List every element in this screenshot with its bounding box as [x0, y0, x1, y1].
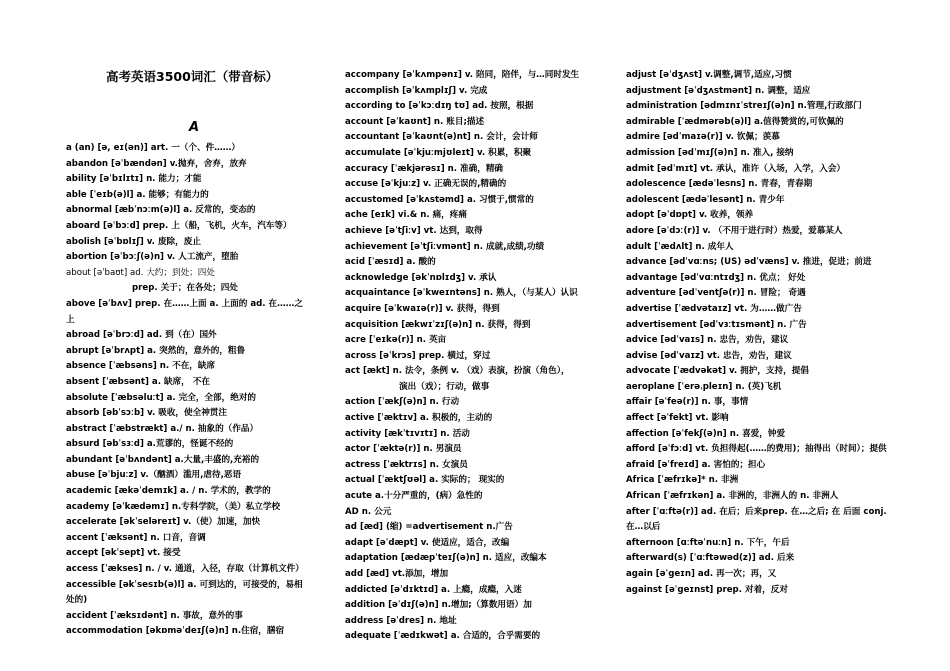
vocab-entry: adaptation [ædæpˈteɪʃ(ə)n] n. 适应，改编本	[345, 553, 547, 564]
vocab-entry: affair [əˈfeə(r)] n. 事，事情	[626, 397, 749, 408]
vocab-entry: African [ˈæfrɪkən] a. 非洲的，非洲人的 n. 非洲人	[626, 491, 839, 502]
vocab-entry: access [ˈækses] n. / v. 通道，入径，存取（计算机文件）	[66, 564, 304, 575]
letter-heading: A	[189, 120, 200, 135]
vocab-entry: accountant [əˈkaʊnt(ə)nt] n. 会计，会计师	[345, 132, 538, 143]
vocab-entry: academy [əˈkædəmɪ] n.专科学院，（美）私立学校	[66, 501, 281, 512]
vocab-entry: admit [ədˈmɪt] vt. 承认，准许（入场，入学，入会）	[626, 163, 846, 174]
vocab-entry: admire [ədˈmaɪə(r)] v. 钦佩；羡慕	[626, 132, 780, 143]
vocab-entry: acquire [əˈkwaɪə(r)] v. 获得，得到	[345, 303, 500, 314]
vocab-entry: across [əˈkrɔs] prep. 横过，穿过	[345, 350, 491, 361]
vocab-entry: able [ˈeɪb(ə)l] a. 能够；有能力的	[66, 189, 209, 200]
vocab-entry: achievement [əˈtʃiːvmənt] n. 成就,成绩,功绩	[345, 241, 545, 252]
vocab-entry: achieve [əˈtʃiːv] vt. 达到，取得	[345, 225, 483, 236]
vocab-entry: act [ækt] n. 法令，条例 v. （戏）表演，扮演（角色），	[345, 366, 570, 377]
vocab-entry: accelerate [əkˈseləreɪt] v.（使）加速，加快	[66, 517, 261, 528]
vocab-entry: abundant [əˈbʌndənt] a.大量,丰盛的,充裕的	[66, 454, 260, 465]
vocab-entry: acknowledge [əkˈnɒlɪdʒ] v. 承认	[345, 272, 497, 283]
vocab-entry: above [əˈbʌv] prep. 在……上面 a. 上面的 ad. 在……之上	[66, 298, 303, 325]
vocab-entry: administration [ədmɪnɪˈstreɪʃ(ə)n] n.管理,行政部门	[626, 101, 862, 112]
vocab-entry: absurd [əbˈsɜːd] a.荒谬的，怪诞不经的	[66, 439, 234, 450]
vocab-entry: admirable [ˈædmərəb(ə)l] a.值得赞赏的,可钦佩的	[626, 116, 844, 127]
vocab-entry: after [ˈɑːftə(r)] ad. 在后；后来prep. 在…之后; 在 后面 conj. 在…以后	[626, 506, 887, 533]
vocab-entry: affect [əˈfekt] vt. 影响	[626, 413, 729, 424]
vocab-entry: add [æd] vt.添加，增加	[345, 569, 449, 579]
vocab-entry: account [əˈkaʊnt] n. 账目;描述	[345, 116, 485, 127]
vocab-entry: Africa [ˈæfrɪkə]* n. 非洲	[626, 475, 739, 486]
vocab-entry: accessible [əkˈsesɪb(ə)l] a. 可到达的，可接受的，易相处的)	[66, 579, 303, 606]
vocab-entry: accustomed [əˈkʌstəmd] a. 习惯于,惯常的	[345, 194, 534, 205]
vocab-entry: advocate [ˈædvəkət] v. 拥护，支持，提倡	[626, 366, 809, 377]
vocab-entry: afford [əˈfɔːd] vt. 负担得起(……的费用)；抽得出（时间）；提供	[626, 444, 887, 455]
vocab-entry: active [ˈæktɪv] a. 积极的，主动的	[345, 413, 493, 424]
vocab-entry: aboard [əˈbɔːd] prep. 上（船，飞机，火车，汽车等）	[66, 220, 292, 231]
vocab-entry: afterward(s) [ˈɑːftəwəd(z)] ad. 后来	[626, 553, 795, 564]
vocab-entry: adolescence [ædəˈlesns] n. 青春，青春期	[626, 179, 813, 190]
vocab-entry: addicted [əˈdɪktɪd] a. 上瘾，成瘾，入迷	[345, 584, 522, 595]
vocab-entry: adjustment [əˈdʒʌstmənt] n. 调整，适应	[626, 85, 811, 96]
vocab-entry: ad [æd] (缩) =advertisement n.广告	[345, 522, 513, 533]
vocab-entry: absence [ˈæbsəns] n. 不在，缺席	[66, 361, 216, 372]
vocab-entry: adapt [əˈdæpt] v. 使适应，适合，改编	[345, 537, 510, 548]
vocab-entry: ache [eɪk] vi.& n. 痛，疼痛	[345, 210, 467, 221]
vocab-entry: accident [ˈæksɪdənt] n. 事故，意外的事	[66, 610, 243, 621]
column-1	[66, 141, 306, 640]
vocab-entry: advantage [ədˈvɑːntɪdʒ] n. 优点； 好处	[626, 272, 806, 283]
vocab-entry: aeroplane [ˈerəˌpleɪn] n. (英)飞机	[626, 381, 782, 392]
vocab-entry: advertise [ˈædvətaɪz] vt. 为……做广告	[626, 303, 802, 314]
vocab-entry: AD n. 公元	[345, 506, 392, 517]
vocab-entry: accuracy [ˈækjərəsɪ] n. 准确，精确	[345, 163, 504, 174]
vocab-entry: acid [ˈæsɪd] a. 酸的	[345, 257, 436, 268]
vocab-entry: abandon [əˈbændən] v.抛弃，舍弃，放弃	[66, 158, 247, 169]
vocab-entry: addition [əˈdɪʃ(ə)n] n.增加;（算数用语）加	[345, 600, 532, 611]
vocab-entry: adolescent [ædəˈlesənt] n. 青少年	[626, 194, 785, 205]
vocab-entry: admission [ədˈmɪʃ(ə)n] n. 准入, 接纳	[626, 147, 794, 158]
vocab-entry: activity [ækˈtɪvɪtɪ] n. 活动	[345, 428, 470, 439]
vocab-entry: actual [ˈæktʃʊəl] a. 实际的； 现实的	[345, 475, 505, 486]
vocab-entry: about [əˈbaʊt] ad. 大约；到处；四处	[66, 267, 215, 278]
vocab-entry: abstract [ˈæbstrækt] a./ n. 抽象的（作品）	[66, 423, 259, 434]
vocab-entry: abortion [əˈbɔːʃ(ə)n] v. 人工流产，堕胎	[66, 252, 239, 263]
vocab-entry: adventure [ədˈventʃə(r)] n. 冒险； 奇遇	[626, 288, 806, 299]
vocab-entry: abnormal [æbˈnɔːm(ə)l] a. 反常的，变态的	[66, 205, 256, 216]
vocab-entry: advise [ədˈvaɪz] vt. 忠告，劝告，建议	[626, 350, 792, 361]
vocab-entry: prep. 关于；在各处；四处	[132, 283, 238, 294]
vocab-entry: adore [əˈdɔː(r)] v. （不用于进行时）热爱，爱慕某人	[626, 225, 843, 236]
vocab-entry: actor [ˈæktə(r)] n. 男演员	[345, 444, 462, 455]
document-title: 高考英语3500词汇（带音标）	[106, 69, 279, 84]
vocab-entry: absorb [əbˈsɔːb] v. 吸收，使全神贯注	[66, 408, 227, 419]
vocab-entry: accomplish [əˈkʌmplɪʃ] v. 完成	[345, 85, 488, 96]
vocab-entry: acquaintance [əˈkweɪntəns] n. 熟人，（与某人）认识	[345, 288, 578, 299]
vocab-entry: affection [əˈfekʃ(ə)n] n. 喜爱，钟爱	[626, 428, 786, 439]
vocab-entry: advertisement [ədˈvɜːtɪsmənt] n. 广告	[626, 319, 807, 330]
vocab-entry: a (an) [ə, eɪ(ən)] art. 一（个、件……）	[66, 143, 240, 153]
vocab-entry: action [ˈækʃ(ə)n] n. 行动	[345, 397, 460, 408]
vocab-entry: abuse [əˈbjuːz] v.（酗酒）滥用,虐待,恶语	[66, 470, 242, 481]
vocab-entry: actress [ˈæktrɪs] n. 女演员	[345, 459, 468, 470]
vocab-entry: against [əˈgeɪnst] prep. 对着，反对	[626, 584, 788, 595]
vocab-entry: accumulate [əˈkjuːmjʊleɪt] v. 积累，积聚	[345, 147, 532, 158]
vocab-entry: 演出（戏）；行动，做事	[399, 381, 490, 392]
vocab-entry: advice [ədˈvaɪs] n. 忠告，劝告，建议	[626, 335, 789, 346]
vocab-entry: accept [əkˈsept] vt. 接受	[66, 548, 181, 559]
vocab-entry: abolish [əˈbɒlɪʃ] v. 废除，废止	[66, 236, 201, 247]
vocab-entry: accuse [əˈkjuːz] v. 正确无误的,精确的	[345, 179, 507, 190]
vocab-entry: adjust [əˈdʒʌst] v.调整,调节,适应,习惯	[626, 70, 792, 80]
vocab-entry: afraid [əˈfreɪd] a. 害怕的；担心	[626, 459, 766, 470]
vocab-entry: acre [ˈeɪkə(r)] n. 英亩	[345, 335, 447, 346]
vocab-entry: adult [ˈædʌlt] n. 成年人	[626, 241, 734, 252]
vocab-entry: again [əˈgeɪn] ad. 再一次；再，又	[626, 569, 777, 579]
vocab-entry: absent [ˈæbsənt] a. 缺席， 不在	[66, 376, 210, 387]
column-2	[345, 68, 607, 645]
vocab-entry: adopt [əˈdɒpt] v. 收养，领养	[626, 210, 754, 221]
vocab-entry: accompany [əˈkʌmpənɪ] v. 陪同，陪伴，与…同时发生	[345, 70, 580, 80]
vocab-entry: address [əˈdres] n. 地址	[345, 615, 457, 626]
vocab-entry: accommodation [əkɒməˈdeɪʃ(ə)n] n.住宿，膳宿	[66, 626, 285, 637]
vocab-entry: acute a.十分严重的，(病）急性的	[345, 491, 483, 502]
vocab-entry: accent [ˈæksənt] n. 口音，音调	[66, 532, 206, 543]
vocab-entry: advance [ədˈvɑːns; (US) ədˈvæns] v. 推进，促进；前进	[626, 257, 872, 268]
column-3	[626, 68, 888, 598]
vocab-entry: academic [ækəˈdemɪk] a. / n. 学术的，教学的	[66, 486, 271, 497]
vocab-entry: abrupt [əˈbrʌpt] a. 突然的，意外的，粗鲁	[66, 345, 246, 356]
vocab-entry: adequate [ˈædɪkwət] a. 合适的，合乎需要的	[345, 631, 541, 642]
vocab-entry: acquisition [ækwɪˈzɪʃ(ə)n] n. 获得，得到	[345, 319, 531, 330]
vocab-entry: absolute [ˈæbsəluːt] a. 完全，全部，绝对的	[66, 392, 257, 403]
vocab-entry: ability [əˈbɪlɪtɪ] n. 能力；才能	[66, 174, 202, 185]
vocab-entry: according to [əˈkɔːdɪŋ tʊ] ad. 按照，根据	[345, 101, 534, 112]
vocab-entry: afternoon [ɑːftəˈnuːn] n. 下午，午后	[626, 537, 790, 548]
vocab-entry: abroad [əˈbrɔːd] ad. 到（在）国外	[66, 330, 217, 341]
